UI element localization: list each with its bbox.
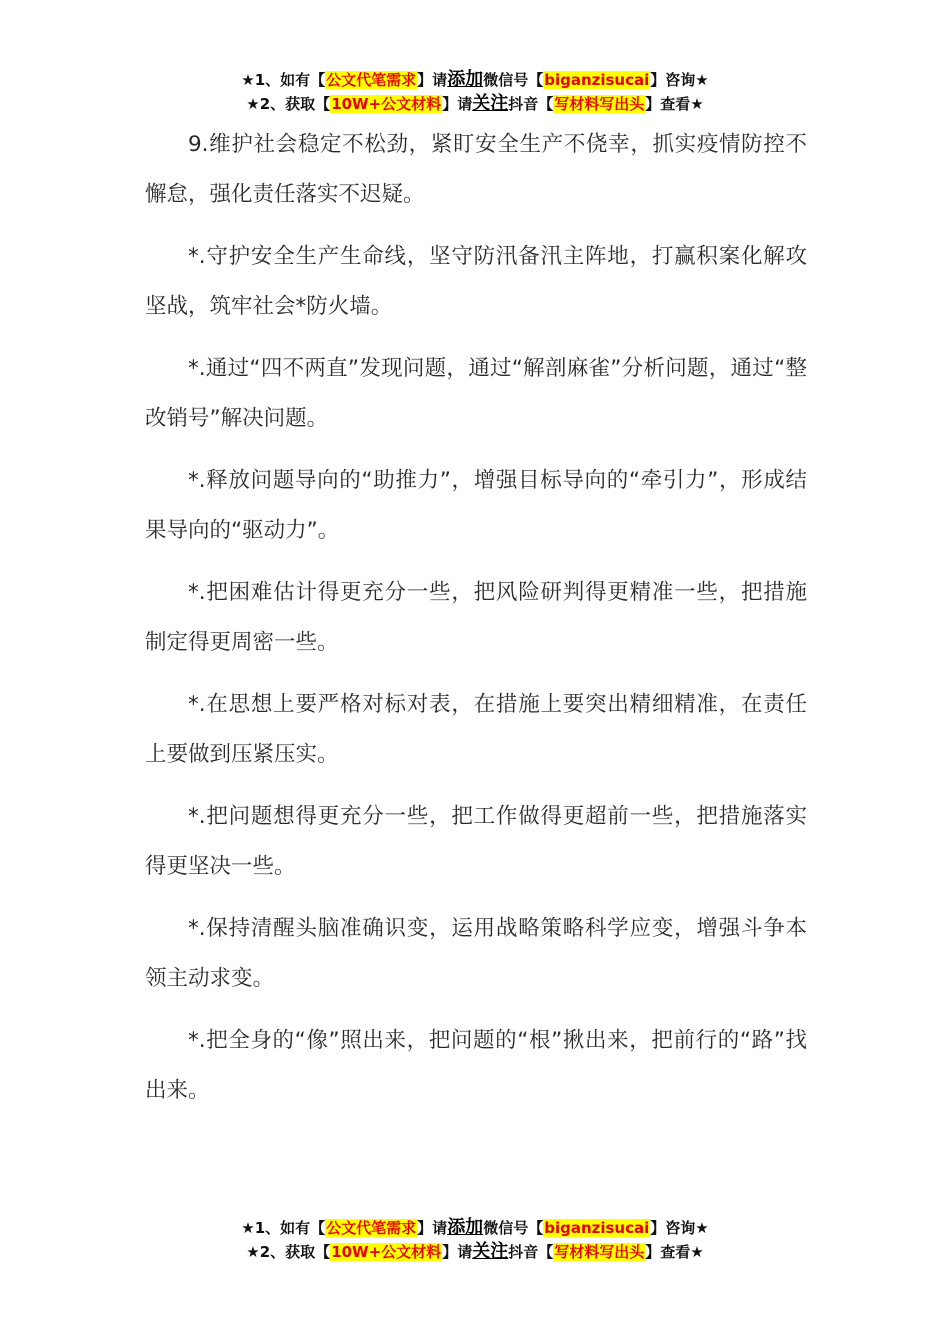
- footer-line-1: ★1、如有【公文代笔需求】请添加微信号【biganzisucai】咨询★: [241, 1217, 709, 1238]
- banner-line-2: ★2、获取【10W+公文材料】请关注抖音【写材料写出头】查看★: [246, 93, 704, 114]
- highlight-douyin-id: 写材料写出头: [554, 1243, 645, 1261]
- footer-banner: [0, 1216, 950, 1264]
- highlight-service: 公文代笔需求: [326, 71, 417, 89]
- highlight-service: 公文代笔需求: [326, 1219, 417, 1237]
- paragraph-15: *.把问题想得更充分一些，把工作做得更超前一些，把措施落实得更坚决一些。: [145, 804, 807, 879]
- paragraph-9: 9.维护社会稳定不松劲，紧盯安全生产不侥幸，抓实疫情防控不懈怠，强化责任落实不迟疑。: [145, 132, 807, 207]
- highlight-wechat-id: biganzisucai: [544, 1219, 650, 1237]
- paragraph-13: *.把困难估计得更充分一些，把风险研判得更精准一些，把措施制定得更周密一些。: [145, 580, 807, 655]
- emphasis-follow: 关注: [472, 93, 509, 114]
- emphasis-add: 添加: [447, 69, 484, 90]
- paragraph-14: *.在思想上要严格对标对表，在措施上要突出精细精准，在责任上要做到压紧压实。: [145, 692, 807, 767]
- emphasis-follow: 关注: [472, 1241, 509, 1262]
- paragraph-12: *.释放问题导向的“助推力”，增强目标导向的“牵引力”，形成结果导向的“驱动力”。: [145, 468, 807, 543]
- highlight-wechat-id: biganzisucai: [544, 71, 650, 89]
- paragraph-17: *.把全身的“像”照出来，把问题的“根”揪出来，把前行的“路”找出来。: [145, 1028, 807, 1103]
- paragraph-10: *.守护安全生产生命线，坚守防汛备汛主阵地，打赢积案化解攻坚战，筑牢社会*防火墙。: [145, 244, 807, 319]
- highlight-materials: 10W+公文材料: [331, 95, 442, 113]
- paragraph-11: *.通过“四不两直”发现问题，通过“解剖麻雀”分析问题，通过“整改销号”解决问题。: [145, 356, 807, 431]
- highlight-materials: 10W+公文材料: [331, 1243, 442, 1261]
- banner-line-1: ★1、如有【公文代笔需求】请添加微信号【biganzisucai】咨询★: [241, 69, 709, 90]
- highlight-douyin-id: 写材料写出头: [554, 95, 645, 113]
- footer-line-2: ★2、获取【10W+公文材料】请关注抖音【写材料写出头】查看★: [246, 1241, 704, 1262]
- header-banner: [0, 68, 950, 116]
- document-body: [145, 120, 807, 1128]
- paragraph-16: *.保持清醒头脑准确识变，运用战略策略科学应变，增强斗争本领主动求变。: [145, 916, 807, 991]
- emphasis-add: 添加: [447, 1217, 484, 1238]
